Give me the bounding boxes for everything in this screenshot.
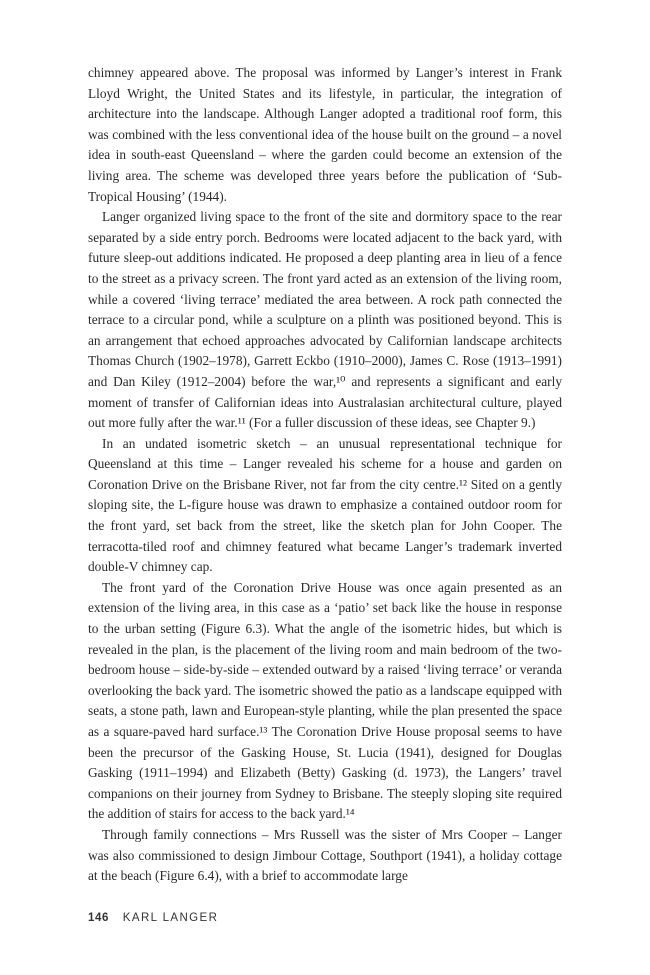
- running-head: KARL LANGER: [122, 912, 219, 924]
- page-number: 146: [88, 912, 109, 924]
- paragraph: Langer organized living space to the front of the site and dormitory space to the rear separated by a side entry porch. Bedrooms were located adjacent to the back yard, with future sleep-out additions indicated. He proposed a deep planting area in lieu of a fence to the street as a privacy screen. The front yard acted as an extension of the living room, while a covered ‘living terrace’ mediated the area between. A rock path connected the terrace to a circular pond, while a sculpture on a plinth was positioned beyond. This is an arrangement that echoed approaches advocated by Californian landscape architects Thomas Church (1902–1978), Garrett Eckbo (1910–2000), James C. Rose (1913–1991) and Dan Kiley (1912–2004) before the war,¹⁰ and represents a significant and early moment of transfer of Californian ideas into Australasian architectural culture, played out more fully after the war.¹¹ (For a fuller discussion of these ideas, see Chapter 9.): [88, 209, 562, 431]
- body-text: [88, 63, 562, 887]
- paragraph: The front yard of the Coronation Drive House was once again presented as an extension of the living area, in this case as a ‘patio’ set back like the house in response to the urban setting (Figure 6.3). What the angle of the isometric hides, but which is revealed in the plan, is the placement of the living room and main bedroom of the two-bedroom house – side-by-side – extended outward by a raised ‘living terrace’ or veranda overlooking the back yard. The isometric showed the patio as a landscape equipped with seats, a stone path, lawn and European-style planting, while the plan presented the space as a square-paved hard surface.¹³ The Coronation Drive House proposal seems to have been the precursor of the Gasking House, St. Lucia (1941), designed for Douglas Gasking (1911–1994) and Elizabeth (Betty) Gasking (d. 1973), the Langers’ travel companions on their journey from Sydney to Brisbane. The steeply sloping site required the addition of stairs for access to the back yard.¹⁴: [88, 579, 562, 822]
- paragraph: In an undated isometric sketch – an unusual representational technique for Queensland at this time – Langer revealed his scheme for a house and garden on Coronation Drive on the Brisbane River, not far from the city centre.¹² Sited on a gently sloping site, the L-figure house was drawn to emphasize a contained outdoor room for the front yard, set back from the street, like the sketch plan for John Cooper. The terracotta-tiled roof and chimney featured what became Langer’s trademark inverted double-V chimney cap.: [88, 435, 562, 575]
- paragraph: Through family connections – Mrs Russell was the sister of Mrs Cooper – Langer was also commissioned to design Jimbour Cottage, Southport (1941), a holiday cottage at the beach (Figure 6.4), with a brief to accommodate large: [88, 826, 562, 884]
- page-footer: [88, 912, 218, 924]
- paragraph-continued: chimney appeared above. The proposal was informed by Langer’s interest in Frank Lloyd Wright, the United States and its lifestyle, in particular, the integration of architecture into the landscape. Although Langer adopted a traditional roof form, this was combined with the less conventional idea of the house built on the ground – a novel idea in south-east Queensland – where the garden could become an extension of the living area. The scheme was developed three years before the publication of ‘Sub-Tropical Housing’ (1944).: [88, 65, 562, 204]
